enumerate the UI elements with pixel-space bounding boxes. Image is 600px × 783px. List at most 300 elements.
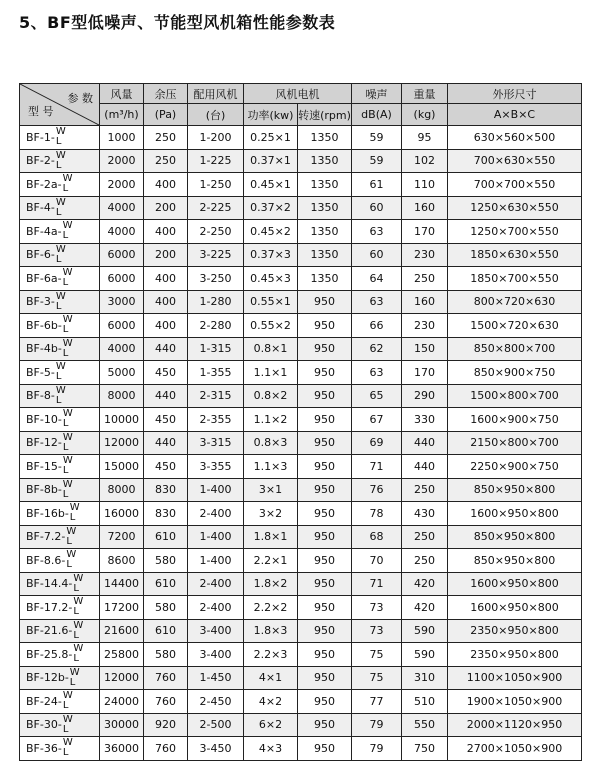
cell-weight: 250: [402, 549, 448, 573]
cell-model: [20, 666, 100, 690]
variant-w: W: [55, 196, 66, 208]
model-name: BF-4a-: [26, 224, 62, 238]
cell-noise: 66: [352, 314, 402, 338]
cell-weight: 95: [402, 126, 448, 150]
cell-power: 1.1×1: [244, 361, 298, 385]
cell-fan: 2-450: [188, 690, 244, 714]
cell-airflow: 2000: [100, 173, 144, 197]
table-row: [20, 196, 582, 220]
cell-pressure: 760: [144, 737, 188, 761]
cell-power: 0.37×2: [244, 196, 298, 220]
variant-l: L: [55, 159, 62, 171]
cell-model: [20, 243, 100, 267]
model-name: BF-6-: [26, 248, 55, 262]
cell-fan: 2-355: [188, 408, 244, 432]
model-variant-suffix: [63, 409, 73, 429]
cell-airflow: 6000: [100, 314, 144, 338]
model-name: BF-21.6-: [26, 624, 73, 638]
cell-pressure: 610: [144, 619, 188, 643]
cell-noise: 63: [352, 290, 402, 314]
cell-weight: 750: [402, 737, 448, 761]
cell-speed: 950: [298, 572, 352, 596]
variant-w: W: [69, 502, 80, 514]
cell-dims: 1850×700×550: [448, 267, 582, 291]
model-name: BF-5-: [26, 365, 55, 379]
model-variant-suffix: [56, 386, 66, 406]
cell-fan: 1-225: [188, 149, 244, 173]
variant-w: W: [62, 408, 73, 420]
variant-l: L: [62, 324, 69, 336]
cell-power: 1.1×3: [244, 455, 298, 479]
cell-fan: 2-315: [188, 384, 244, 408]
model-name: BF-12b-: [26, 671, 69, 685]
cell-model: [20, 408, 100, 432]
model-name: BF-4-: [26, 201, 55, 215]
cell-model: [20, 619, 100, 643]
model-variant-suffix: [63, 433, 73, 453]
cell-airflow: 6000: [100, 243, 144, 267]
cell-fan: 3-355: [188, 455, 244, 479]
header-airflow: 风量: [100, 84, 144, 104]
table-row: [20, 455, 582, 479]
variant-l: L: [62, 441, 69, 453]
table-row: [20, 361, 582, 385]
cell-weight: 590: [402, 643, 448, 667]
cell-noise: 75: [352, 666, 402, 690]
cell-dims: 2150×800×700: [448, 431, 582, 455]
table-row: [20, 737, 582, 761]
model-variant-suffix: [70, 503, 80, 523]
variant-l: L: [55, 253, 62, 265]
cell-model: [20, 713, 100, 737]
variant-l: L: [55, 300, 62, 312]
cell-model: [20, 737, 100, 761]
cell-speed: 950: [298, 619, 352, 643]
table-row: [20, 666, 582, 690]
cell-power: 3×2: [244, 502, 298, 526]
cell-speed: 1350: [298, 196, 352, 220]
cell-dims: 1250×700×550: [448, 220, 582, 244]
model-name: BF-8.6-: [26, 553, 66, 567]
variant-l: L: [69, 512, 76, 524]
cell-weight: 250: [402, 478, 448, 502]
variant-w: W: [62, 455, 73, 467]
cell-dims: 2700×1050×900: [448, 737, 582, 761]
cell-pressure: 200: [144, 196, 188, 220]
cell-speed: 1350: [298, 220, 352, 244]
cell-model: [20, 384, 100, 408]
cell-airflow: 25800: [100, 643, 144, 667]
cell-power: 4×2: [244, 690, 298, 714]
table-row: [20, 690, 582, 714]
cell-weight: 160: [402, 290, 448, 314]
table-row: [20, 572, 582, 596]
table-body: [20, 126, 582, 761]
model-name: BF-7.2-: [26, 530, 66, 544]
model-name: BF-8-: [26, 389, 55, 403]
cell-pressure: 830: [144, 478, 188, 502]
cell-pressure: 250: [144, 126, 188, 150]
cell-pressure: 920: [144, 713, 188, 737]
cell-speed: 1350: [298, 173, 352, 197]
cell-pressure: 440: [144, 384, 188, 408]
cell-power: 0.55×2: [244, 314, 298, 338]
cell-airflow: 16000: [100, 502, 144, 526]
cell-airflow: 10000: [100, 408, 144, 432]
cell-noise: 59: [352, 149, 402, 173]
cell-speed: 950: [298, 737, 352, 761]
cell-speed: 950: [298, 525, 352, 549]
cell-dims: 850×900×750: [448, 361, 582, 385]
cell-dims: 1900×1050×900: [448, 690, 582, 714]
variant-l: L: [62, 723, 69, 735]
cell-pressure: 610: [144, 572, 188, 596]
cell-speed: 950: [298, 455, 352, 479]
cell-airflow: 14400: [100, 572, 144, 596]
cell-weight: 510: [402, 690, 448, 714]
header-dims: 外形尺寸: [448, 84, 582, 104]
variant-w: W: [73, 572, 84, 584]
cell-dims: 2350×950×800: [448, 643, 582, 667]
table-row: [20, 549, 582, 573]
table-row: [20, 220, 582, 244]
cell-airflow: 2000: [100, 149, 144, 173]
variant-l: L: [62, 347, 69, 359]
variant-l: L: [69, 676, 76, 688]
model-variant-suffix: [73, 621, 83, 641]
cell-fan: 1-315: [188, 337, 244, 361]
model-variant-suffix: [73, 574, 83, 594]
table-row: [20, 502, 582, 526]
model-variant-suffix: [73, 644, 83, 664]
cell-pressure: 580: [144, 643, 188, 667]
model-name: BF-24-: [26, 694, 62, 708]
header-pressure-unit: (Pa): [144, 104, 188, 126]
cell-power: 1.8×1: [244, 525, 298, 549]
cell-dims: 1250×630×550: [448, 196, 582, 220]
cell-weight: 440: [402, 455, 448, 479]
table-row: [20, 478, 582, 502]
cell-dims: 850×950×800: [448, 525, 582, 549]
cell-power: 0.37×1: [244, 149, 298, 173]
cell-power: 2.2×1: [244, 549, 298, 573]
model-variant-suffix: [70, 668, 80, 688]
spec-table: [19, 83, 582, 761]
cell-pressure: 760: [144, 690, 188, 714]
cell-model: [20, 337, 100, 361]
cell-dims: 1600×900×750: [448, 408, 582, 432]
cell-model: [20, 149, 100, 173]
cell-noise: 77: [352, 690, 402, 714]
model-name: BF-16b-: [26, 506, 69, 520]
variant-w: W: [55, 243, 66, 255]
cell-power: 0.45×2: [244, 220, 298, 244]
variant-l: L: [62, 700, 69, 712]
cell-power: 0.8×2: [244, 384, 298, 408]
cell-speed: 950: [298, 361, 352, 385]
model-name: BF-25.8-: [26, 647, 73, 661]
cell-dims: 850×950×800: [448, 549, 582, 573]
cell-speed: 950: [298, 549, 352, 573]
cell-power: 0.45×3: [244, 267, 298, 291]
cell-speed: 1350: [298, 126, 352, 150]
cell-dims: 800×720×630: [448, 290, 582, 314]
cell-model: [20, 525, 100, 549]
variant-l: L: [73, 629, 79, 641]
cell-power: 1.8×3: [244, 619, 298, 643]
model-variant-suffix: [56, 127, 66, 147]
cell-speed: 950: [298, 384, 352, 408]
cell-pressure: 400: [144, 220, 188, 244]
model-variant-suffix: [63, 221, 73, 241]
variant-w: W: [55, 126, 66, 138]
header-noise-unit: dB(A): [352, 104, 402, 126]
cell-pressure: 250: [144, 149, 188, 173]
cell-fan: 3-225: [188, 243, 244, 267]
header-weight-unit: (kg): [402, 104, 448, 126]
cell-weight: 250: [402, 525, 448, 549]
cell-weight: 420: [402, 596, 448, 620]
cell-noise: 60: [352, 196, 402, 220]
cell-power: 0.45×1: [244, 173, 298, 197]
cell-model: [20, 220, 100, 244]
cell-power: 1.8×2: [244, 572, 298, 596]
variant-l: L: [55, 394, 62, 406]
cell-weight: 230: [402, 243, 448, 267]
cell-airflow: 12000: [100, 431, 144, 455]
cell-noise: 69: [352, 431, 402, 455]
model-name: BF-2a-: [26, 177, 62, 191]
model-variant-suffix: [63, 691, 73, 711]
cell-airflow: 24000: [100, 690, 144, 714]
cell-fan: 3-315: [188, 431, 244, 455]
cell-pressure: 440: [144, 431, 188, 455]
cell-noise: 70: [352, 549, 402, 573]
variant-l: L: [55, 206, 62, 218]
cell-weight: 170: [402, 361, 448, 385]
variant-l: L: [62, 183, 69, 195]
cell-airflow: 1000: [100, 126, 144, 150]
variant-w: W: [55, 361, 66, 373]
table-row: [20, 290, 582, 314]
cell-speed: 950: [298, 408, 352, 432]
cell-model: [20, 549, 100, 573]
cell-power: 3×1: [244, 478, 298, 502]
cell-noise: 73: [352, 619, 402, 643]
cell-noise: 71: [352, 572, 402, 596]
cell-pressure: 610: [144, 525, 188, 549]
model-name: BF-6a-: [26, 271, 62, 285]
cell-speed: 950: [298, 690, 352, 714]
cell-model: [20, 267, 100, 291]
cell-speed: 1350: [298, 243, 352, 267]
cell-dims: 2000×1120×950: [448, 713, 582, 737]
model-name: BF-15-: [26, 459, 62, 473]
model-variant-suffix: [56, 292, 66, 312]
cell-weight: 330: [402, 408, 448, 432]
table-row: [20, 126, 582, 150]
cell-noise: 61: [352, 173, 402, 197]
cell-airflow: 4000: [100, 220, 144, 244]
cell-pressure: 450: [144, 361, 188, 385]
variant-w: W: [73, 619, 84, 631]
cell-model: [20, 572, 100, 596]
variant-l: L: [62, 418, 69, 430]
variant-w: W: [62, 173, 73, 185]
cell-airflow: 15000: [100, 455, 144, 479]
cell-dims: 1850×630×550: [448, 243, 582, 267]
cell-speed: 950: [298, 643, 352, 667]
corner-params-label: 参 数: [67, 92, 93, 105]
cell-model: [20, 455, 100, 479]
cell-pressure: 400: [144, 267, 188, 291]
cell-speed: 950: [298, 666, 352, 690]
cell-weight: 170: [402, 220, 448, 244]
cell-weight: 110: [402, 173, 448, 197]
cell-dims: 2350×950×800: [448, 619, 582, 643]
variant-w: W: [73, 643, 84, 655]
cell-weight: 550: [402, 713, 448, 737]
cell-dims: 700×630×550: [448, 149, 582, 173]
model-name: BF-4b-: [26, 342, 62, 356]
cell-model: [20, 126, 100, 150]
model-variant-suffix: [56, 362, 66, 382]
model-name: BF-2-: [26, 154, 55, 168]
variant-w: W: [62, 737, 73, 749]
variant-w: W: [62, 267, 73, 279]
header-noise: 噪声: [352, 84, 402, 104]
cell-pressure: 760: [144, 666, 188, 690]
variant-w: W: [55, 384, 66, 396]
table-header: [20, 84, 582, 126]
cell-fan: 1-355: [188, 361, 244, 385]
variant-w: W: [62, 713, 73, 725]
page-title: 5、BF型低噪声、节能型风机箱性能参数表: [19, 13, 336, 32]
variant-w: W: [69, 666, 80, 678]
cell-fan: 1-250: [188, 173, 244, 197]
cell-airflow: 4000: [100, 337, 144, 361]
table-row: [20, 149, 582, 173]
cell-speed: 950: [298, 431, 352, 455]
variant-l: L: [73, 606, 79, 618]
cell-fan: 2-400: [188, 502, 244, 526]
cell-fan: 3-450: [188, 737, 244, 761]
cell-speed: 1350: [298, 267, 352, 291]
cell-model: [20, 314, 100, 338]
cell-dims: 1100×1050×900: [448, 666, 582, 690]
cell-model: [20, 478, 100, 502]
cell-noise: 79: [352, 713, 402, 737]
cell-fan: 2-500: [188, 713, 244, 737]
variant-l: L: [62, 230, 69, 242]
cell-pressure: 830: [144, 502, 188, 526]
model-variant-suffix: [66, 550, 76, 570]
cell-speed: 950: [298, 596, 352, 620]
cell-dims: 700×700×550: [448, 173, 582, 197]
model-variant-suffix: [63, 268, 73, 288]
cell-fan: 2-250: [188, 220, 244, 244]
cell-airflow: 7200: [100, 525, 144, 549]
cell-model: [20, 196, 100, 220]
model-variant-suffix: [63, 315, 73, 335]
cell-weight: 160: [402, 196, 448, 220]
variant-w: W: [73, 596, 84, 608]
cell-dims: 2250×900×750: [448, 455, 582, 479]
cell-noise: 63: [352, 220, 402, 244]
variant-l: L: [73, 653, 79, 665]
cell-power: 0.37×3: [244, 243, 298, 267]
variant-w: W: [62, 314, 73, 326]
cell-pressure: 450: [144, 408, 188, 432]
table-row: [20, 596, 582, 620]
cell-noise: 60: [352, 243, 402, 267]
table-row: [20, 713, 582, 737]
cell-model: [20, 173, 100, 197]
cell-power: 2.2×3: [244, 643, 298, 667]
cell-speed: 1350: [298, 149, 352, 173]
variant-l: L: [62, 488, 69, 500]
cell-weight: 430: [402, 502, 448, 526]
cell-speed: 950: [298, 713, 352, 737]
model-name: BF-8b-: [26, 483, 62, 497]
cell-model: [20, 290, 100, 314]
variant-w: W: [62, 690, 73, 702]
cell-speed: 950: [298, 337, 352, 361]
model-variant-suffix: [63, 738, 73, 758]
cell-power: 0.25×1: [244, 126, 298, 150]
cell-pressure: 200: [144, 243, 188, 267]
cell-fan: 1-200: [188, 126, 244, 150]
cell-speed: 950: [298, 314, 352, 338]
model-variant-suffix: [56, 198, 66, 218]
cell-power: 0.8×3: [244, 431, 298, 455]
table-row: [20, 337, 582, 361]
model-name: BF-14.4-: [26, 577, 73, 591]
cell-noise: 68: [352, 525, 402, 549]
cell-dims: 1600×950×800: [448, 502, 582, 526]
cell-weight: 590: [402, 619, 448, 643]
cell-weight: 250: [402, 267, 448, 291]
variant-w: W: [55, 149, 66, 161]
header-pressure: 余压: [144, 84, 188, 104]
variant-w: W: [55, 290, 66, 302]
variant-w: W: [62, 478, 73, 490]
table-row: [20, 267, 582, 291]
cell-airflow: 6000: [100, 267, 144, 291]
model-variant-suffix: [73, 597, 83, 617]
cell-power: 0.55×1: [244, 290, 298, 314]
model-variant-suffix: [63, 339, 73, 359]
cell-fan: 3-400: [188, 643, 244, 667]
cell-airflow: 12000: [100, 666, 144, 690]
table-row: [20, 173, 582, 197]
table-row: [20, 408, 582, 432]
table-row: [20, 384, 582, 408]
variant-l: L: [66, 559, 72, 571]
variant-w: W: [62, 337, 73, 349]
cell-fan: 3-400: [188, 619, 244, 643]
cell-noise: 75: [352, 643, 402, 667]
cell-fan: 2-225: [188, 196, 244, 220]
cell-noise: 76: [352, 478, 402, 502]
model-variant-suffix: [66, 527, 76, 547]
cell-fan: 2-400: [188, 572, 244, 596]
model-variant-suffix: [56, 151, 66, 171]
cell-noise: 67: [352, 408, 402, 432]
model-variant-suffix: [56, 245, 66, 265]
model-name: BF-17.2-: [26, 600, 73, 614]
variant-l: L: [55, 371, 62, 383]
